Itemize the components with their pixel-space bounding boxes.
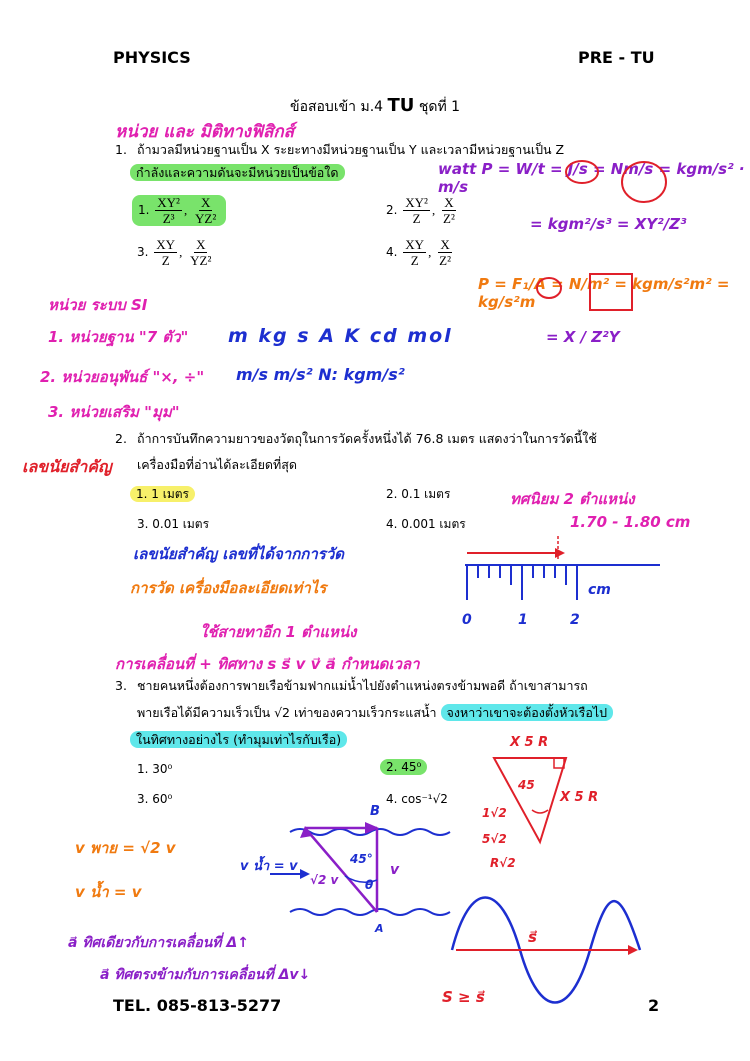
tri-right: X 5 R bbox=[560, 790, 599, 805]
option-label: 2. bbox=[386, 203, 398, 217]
right-triangle bbox=[494, 758, 566, 842]
numerator: XY² bbox=[405, 195, 428, 210]
note-theta: θ bbox=[365, 878, 374, 892]
q2-option-3[interactable]: 3. 0.01 เมตร bbox=[137, 517, 210, 531]
numerator: X bbox=[196, 237, 206, 252]
note-disp: a⃗ ทิศเดียวกับการเคลื่อนที่ Δ↑ bbox=[68, 935, 249, 951]
note-sqrt2v: √2 v bbox=[310, 873, 339, 887]
river-bank-bottom bbox=[290, 909, 450, 915]
wave-s: s⃗ bbox=[528, 928, 537, 946]
q3-option-3[interactable]: 3. 60⁰ bbox=[137, 792, 173, 806]
note-v-label: v bbox=[390, 862, 400, 878]
denominator: Z³ bbox=[162, 211, 175, 226]
numerator: X bbox=[440, 237, 450, 252]
tri-left3: R√2 bbox=[490, 856, 516, 870]
wave-cmp: S ≥ s⃗ bbox=[442, 988, 485, 1006]
tri-angle: 45 bbox=[518, 778, 535, 792]
note-pressure: P = F₁/A = N/m² = kgm/s²m² = kg/s²m bbox=[478, 275, 730, 311]
note-power2: = kgm²/s³ = XY²/Z³ bbox=[530, 215, 687, 233]
q1-section-note: หน่วย และ มิติทางฟิสิกส์ bbox=[115, 122, 295, 142]
q2-text: ถ้าการบันทึกความยาวของวัตถุในการวัดครั้งหนึ่งได้ 76.8 เมตร แสดงว่าในการวัดนี้ใช้ bbox=[137, 431, 597, 446]
box-mark bbox=[590, 274, 632, 310]
circle-mark bbox=[537, 278, 561, 298]
water-arrow-head bbox=[300, 869, 310, 879]
denominator: Z bbox=[410, 253, 419, 268]
numerator: XY bbox=[405, 237, 425, 252]
q2-side-note: เลขนัยสำคัญ bbox=[22, 457, 112, 476]
comma: , bbox=[428, 244, 432, 260]
comma: , bbox=[179, 244, 183, 260]
note-a-label: A bbox=[375, 922, 384, 935]
ruler-diagram bbox=[465, 565, 660, 600]
denominator: Z² bbox=[443, 211, 455, 226]
note-sigfig: เลขนัยสำคัญ เลขที่ได้จากการวัด bbox=[133, 545, 344, 563]
q3-text: ชายคนหนึ่งต้องการพายเรือข้ามฟากแม่น้ำไปยังตำแหน่งตรงข้ามพอดี ถ้าเขาสามารถ bbox=[137, 678, 588, 693]
ruler-arrow-head bbox=[555, 548, 565, 558]
q3-number: 3. bbox=[115, 678, 127, 693]
wave-axis-head bbox=[628, 945, 638, 955]
q2-option-1-label: 1. 1 เมตร bbox=[130, 486, 195, 502]
denominator: Z bbox=[161, 253, 170, 268]
note-power: watt P = W/t = J/s = Nm/s = kgm/s² · m/s bbox=[438, 160, 745, 196]
q3-text2b: จงหาว่าเขาจะต้องตั้งหัวเรือไป bbox=[441, 704, 614, 721]
note-decimal: ทศนิยม 2 ตำแหน่ง bbox=[510, 490, 635, 508]
comma: , bbox=[431, 202, 436, 218]
si-frac: = X / Z²Y bbox=[546, 328, 620, 346]
ruler-tick-2: 2 bbox=[570, 612, 580, 628]
q3-text2a: พายเรือได้มีความเร็วเป็น √2 เท่าของความเร็วกระแสน้ำ bbox=[137, 705, 437, 720]
si-units: m kg s A K cd mol bbox=[228, 325, 453, 347]
program-label: PRE - TU bbox=[578, 48, 655, 67]
q3-section-note: การเคลื่อนที่ + ทิศทาง s s⃗ v v⃗ a⃗ กำหนดเวลา bbox=[115, 655, 420, 673]
q2-option-2[interactable]: 2. 0.1 เมตร bbox=[386, 487, 451, 501]
numerator: X bbox=[444, 195, 454, 210]
q1-text2-highlight: กำลังและความดันจะมีหน่วยเป็นข้อใด bbox=[130, 164, 345, 181]
denominator: YZ² bbox=[195, 211, 217, 226]
option-label: 1. bbox=[138, 203, 150, 217]
q1-number: 1. bbox=[115, 142, 127, 157]
circle-mark bbox=[622, 162, 666, 202]
ruler-tick-0: 0 bbox=[462, 612, 472, 628]
si-base: 1. หน่วยฐาน "7 ตัว" bbox=[48, 328, 189, 346]
numerator: XY bbox=[156, 237, 176, 252]
ruler-tick-1: 1 bbox=[518, 612, 528, 628]
note-v-boat: v พาย = √2 v bbox=[75, 839, 176, 857]
numerator: XY² bbox=[157, 195, 180, 210]
note-angle: 45° bbox=[350, 852, 373, 866]
q3-option-4[interactable]: 4. cos⁻¹√2 bbox=[386, 792, 448, 806]
denominator: Z² bbox=[439, 253, 451, 268]
note-disp2: a⃗ ทิศตรงข้ามกับการเคลื่อนที่ Δv↓ bbox=[100, 967, 311, 983]
title-prefix: ข้อสอบเข้า ม.4 bbox=[290, 99, 384, 115]
comma: , bbox=[183, 202, 188, 218]
footer-phone: TEL. 085-813-5277 bbox=[113, 996, 282, 1015]
note-v-water: v น้ำ = v bbox=[75, 883, 142, 901]
si-prefix: 3. หน่วยเสริม "มุม" bbox=[48, 403, 180, 421]
tri-left2: 5√2 bbox=[482, 832, 507, 846]
q3-text3-highlight: ในทิศทางอย่างไร (ทำมุมเท่าไรกับเรือ) bbox=[130, 731, 347, 748]
subject-label: PHYSICS bbox=[113, 48, 191, 67]
note-ruler: ใช้สายทาอีก 1 ตำแหน่ง bbox=[200, 623, 357, 641]
numerator: X bbox=[200, 195, 211, 210]
tri-top: X 5 R bbox=[510, 735, 549, 750]
circle-mark bbox=[566, 161, 598, 183]
q2-option-4[interactable]: 4. 0.001 เมตร bbox=[386, 517, 466, 531]
q3-option-1[interactable]: 1. 30⁰ bbox=[137, 762, 173, 776]
si-derived-units: m/s m/s² N: kgm/s² bbox=[236, 365, 405, 384]
note-measure: การวัด เครื่องมือละเอียดเท่าไร bbox=[130, 579, 327, 597]
boat-vector bbox=[305, 828, 377, 912]
note-b-label: B bbox=[370, 804, 380, 819]
denominator: YZ² bbox=[190, 253, 212, 268]
si-derived: 2. หน่วยอนุพันธ์ "×, ÷" bbox=[40, 368, 205, 386]
title-brand: TU bbox=[387, 95, 415, 116]
ruler-unit: cm bbox=[588, 582, 611, 598]
note-v-water-arrow: v น้ำ = v bbox=[240, 859, 298, 874]
q2-number: 2. bbox=[115, 431, 127, 446]
denominator: Z bbox=[412, 211, 421, 226]
option-label: 3. bbox=[137, 245, 149, 259]
q1-text: ถ้ามวลมีหน่วยฐานเป็น X ระยะทางมีหน่วยฐานเป็น Y และเวลามีหน่วยฐานเป็น Z bbox=[137, 142, 565, 157]
page-number: 2 bbox=[648, 996, 660, 1015]
option-label: 4. bbox=[386, 245, 398, 259]
si-title: หน่วย ระบบ SI bbox=[48, 296, 148, 314]
q3-option-2-label: 2. 45⁰ bbox=[380, 759, 427, 775]
tri-angle-arc bbox=[532, 810, 548, 813]
note-range: 1.70 - 1.80 cm bbox=[570, 513, 691, 531]
tri-left1: 1√2 bbox=[482, 806, 507, 820]
title-suffix: ชุดที่ 1 bbox=[418, 99, 461, 115]
q2-text2: เครื่องมือที่อ่านได้ละเอียดที่สุด bbox=[137, 457, 298, 472]
